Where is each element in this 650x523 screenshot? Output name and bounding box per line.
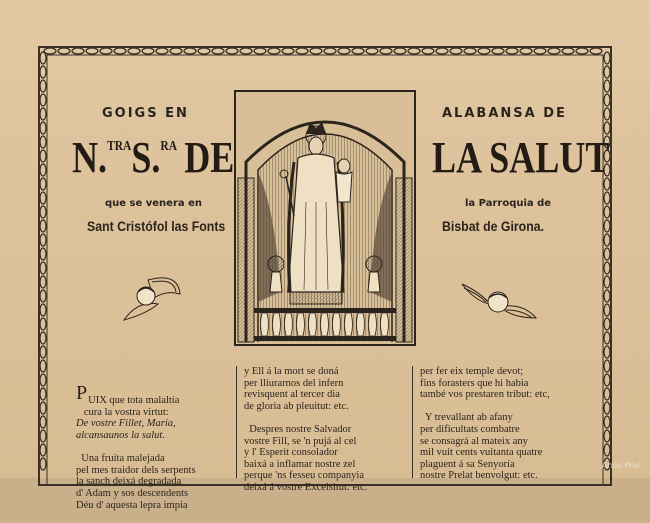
header-left-title	[72, 132, 234, 183]
column-divider	[236, 366, 237, 478]
verse-line: baixá a inflamar nostre zel	[244, 458, 356, 470]
virgin-and-child-illustration	[236, 92, 414, 344]
verse-line: per dificultats combatre	[420, 423, 520, 435]
verse-line: també vos prestaren tribut: etc,	[420, 389, 550, 401]
verse-line	[244, 412, 367, 424]
verse-line: revisquent al tercer dia	[244, 389, 340, 401]
verse-column-2	[244, 366, 367, 494]
verse-line: se consagrá al mateix any	[420, 435, 528, 447]
virgin-engraving	[234, 90, 416, 346]
title-s: S.	[131, 133, 161, 182]
header-left-place: Sant Cristófol las Fonts	[87, 218, 226, 234]
cherub-left-illustration	[118, 270, 184, 326]
title-de: DE	[184, 133, 235, 182]
verse-line: fins forasters que hi habia	[420, 377, 529, 389]
verse-line: Y trevallant ab afany	[420, 412, 513, 424]
verse-line: nostre Prelat benvolgut: etc.	[420, 470, 538, 482]
verse-line: per lliurarnos del infern	[244, 377, 344, 389]
header-left-sub: que se venera en	[105, 198, 203, 209]
title-ra: RA	[160, 139, 178, 154]
verse-line: De vostre Fillet, María,	[76, 418, 176, 430]
verse-line: y Ell á la mort se doná	[244, 366, 339, 377]
verse-line: Despres nostre Salvador	[244, 423, 352, 435]
verse-line	[420, 401, 550, 413]
verse-line: Déu d' aquesta lepra impia	[76, 499, 188, 511]
verse-line: cura la vostra virtut:	[76, 406, 169, 418]
verse-lines	[76, 395, 196, 511]
verse-column-1	[76, 372, 196, 523]
dropcap-letter: P	[76, 381, 88, 404]
header-right-sub: la Parroquia de	[465, 198, 552, 209]
header-right-title: LA SALUT	[432, 133, 610, 182]
header-right-place: Bisbat de Girona.	[442, 218, 545, 234]
verse-line: plaguent á sa Senyoría	[420, 458, 515, 470]
verse-line: la sanch deixá degradada	[76, 476, 182, 488]
verse-line: per fer eix temple devot;	[420, 366, 524, 377]
verse-line: vostre Fill, se 'n pujá al cel	[244, 435, 357, 447]
header-right-line1: ALABANSA DE	[442, 106, 567, 121]
title-tra: TRA	[107, 139, 132, 154]
header-left-line1: GOIGS EN	[102, 106, 189, 121]
column-divider	[412, 366, 413, 478]
verse-line: y l' Esperit consolador	[244, 447, 338, 459]
title-n: N.	[72, 133, 108, 182]
verse-line: perque 'ns fesseu companyia	[244, 470, 364, 482]
verse-line	[76, 442, 196, 454]
archive-watermark: Arxiu Pruí	[601, 461, 640, 470]
verse-line: alcansaunos la salut.	[76, 429, 165, 441]
verse-line: deixá á vostre Excelsitut: etc.	[244, 481, 368, 493]
verse-line: d' Adam y sos descendents	[76, 487, 189, 499]
verse-line: UIX que tota malaltía	[88, 395, 180, 407]
verse-column-3	[420, 366, 550, 482]
verse-line: pel mes traidor dels serpents	[76, 464, 196, 476]
verse-line: mil vuit cents vuitanta quatre	[420, 447, 543, 459]
verse-line: Una fruita malejada	[76, 453, 165, 465]
verse-line: de gloria ab pleuitut: etc.	[244, 400, 349, 412]
cherub-right-illustration	[460, 278, 538, 324]
